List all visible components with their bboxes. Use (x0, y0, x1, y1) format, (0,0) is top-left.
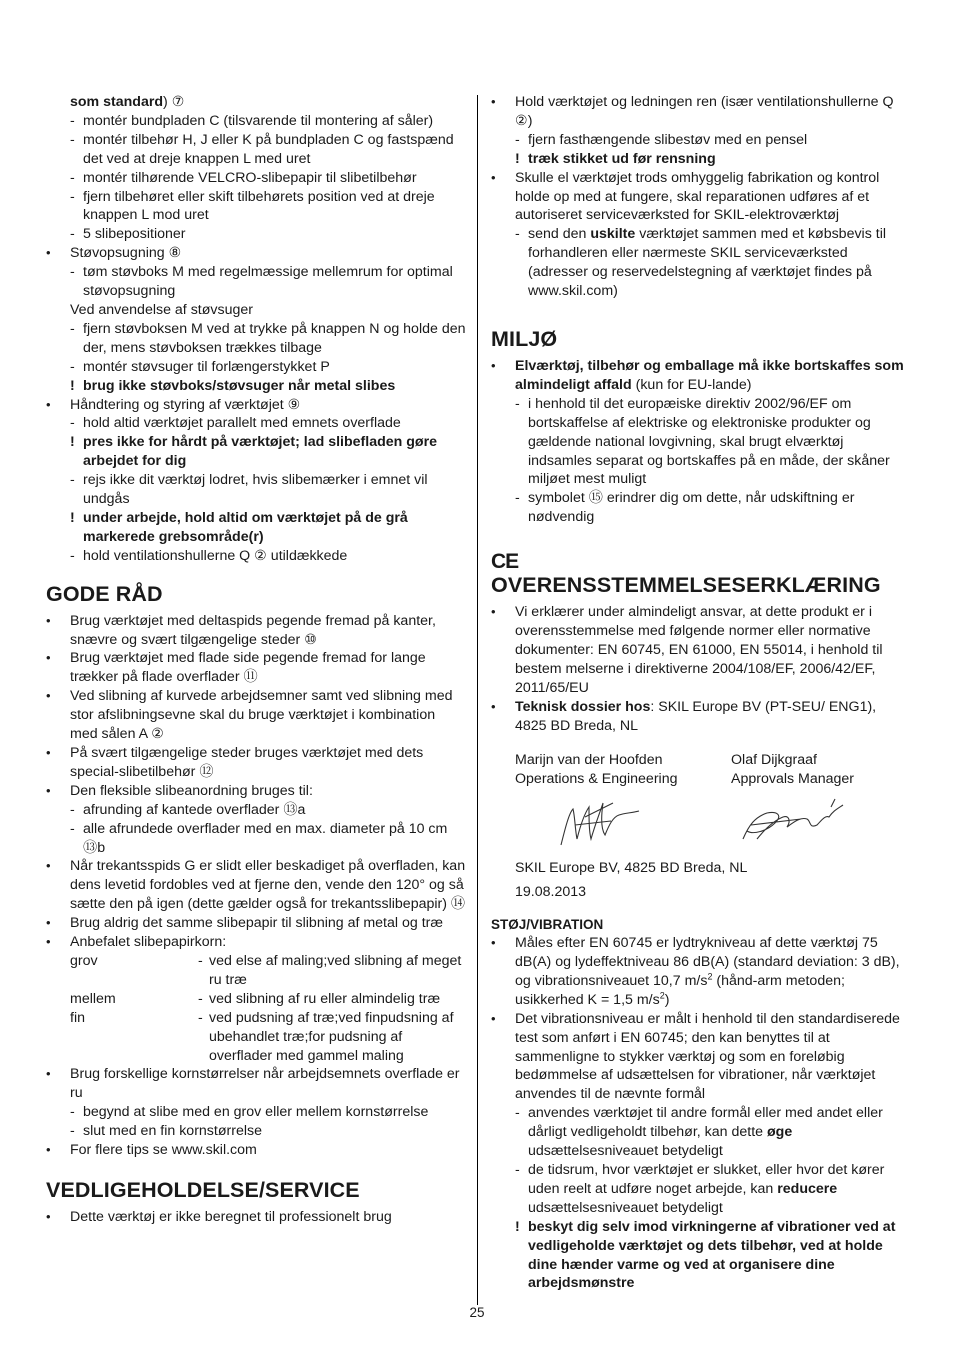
list-item: • Skulle el værktøjet trods omhyggelig fabrikation og kontrol holde op med at fungere, skal reparationen udføres af et autoriseret serviceværksted for SKIL-elektroværktøj (491, 169, 880, 224)
list-item: - slut med en fin kornstørrelse (70, 1123, 262, 1140)
list-item: • Den fleksible slibeanordning bruges til: (46, 782, 313, 799)
list-item: • Vi erklærer under almindeligt ansvar, at dette produkt er i overensstemmelse med følgende normer eller normative dokumenter: EN 60745, EN 61000, EN 55014, i henhold til bestem melserne i direktiverne 2004/108/EF, 2006/42/EF, 2011/65/EU (491, 604, 883, 696)
vedligeholdelse-heading: VEDLIGEHOLDELSE/SERVICE (46, 1177, 360, 1202)
warning-item: ! brug ikke støvboks/støvsuger når metal slibes (70, 377, 396, 394)
grain-row: fin - ved pudsning af træ;ved finpudsning af ubehandlet træ;for pudsning af overflader med gammel maling (70, 1009, 454, 1064)
signature-1-icon (515, 795, 731, 851)
declaration-date: 19.08.2013 (515, 884, 587, 901)
list-item: - send den uskilte værktøjet sammen med et købsbevis til forhandleren eller nærmeste SKIL serviceværksted (adresser og reservedelstegning af værktøjet findes på www.skil.com) (515, 226, 886, 300)
signatories (491, 751, 911, 789)
list-item: - montér støvsuger til forlængerstykket P (70, 358, 330, 375)
list-item: - hold ventilationshullerne Q ② utildækkede (70, 547, 348, 564)
signature-images (491, 795, 911, 855)
list-item: - symbolet ⑮ erindrer dig om dette, når udskiftning er nødvendig (515, 490, 855, 526)
list-item: • Når trekantsspids G er slidt eller beskadiget på overfladen, kan dens levetid fordobles ved at fjerne den, vende den 120° og så sætte den på igen (dette gælder også for trekantsslibepapir) ⑭ (46, 858, 466, 913)
signatory-title: Operations & Engineering (515, 771, 678, 788)
company-address: SKIL Europe BV, 4825 BD Breda, NL (515, 860, 748, 877)
list-item: - afrunding af kantede overflader ⑬a (70, 801, 306, 818)
list-item: - tøm støvboks M med regelmæssige mellemrum for optimal støvopsugning (70, 264, 453, 300)
ce-mark-icon: CE (491, 550, 519, 574)
column-divider (477, 95, 478, 1305)
list-item: - 5 slibepositioner (70, 226, 186, 243)
list-item: - i henhold til det europæiske direktiv 2002/96/EF om bortskaffelse af elektriske og elektroniske produkter og gældende national lovgivning, skal brugt elværktøj indsamles separat og bortskaffes på en måde, der skåner miljøet mest muligt (515, 395, 890, 488)
miljo-heading: MILJØ (491, 326, 558, 351)
list-item: - fjern støvboksen M ved at trykke på knappen N og holde den der, mens støvboksen trækkes tilbage (70, 320, 466, 356)
list-item: - fjern tilbehøret eller skift tilbehørets position ved at dreje knappen L mod uret (70, 188, 435, 224)
right-column (491, 93, 911, 1293)
warning-item: ! under arbejde, hold altid om værktøjet på de grå markerede grebsområde(r) (70, 509, 408, 545)
list-item: - fjern fasthængende slibestøv med en pensel (515, 131, 808, 148)
list-item: • Brug aldrig det samme slibepapir til slibning af metal og træ (46, 915, 443, 932)
list-item: • Måles efter EN 60745 er lydtrykniveau af dette værktøj 75 dB(A) og lydeffektniveau 86 dB(A) (standard deviation: 3 dB), og vibrationsniveauet 10,7 $m/s^2$ (hånd-arm metoden; usikkerhed K = 1,5 $m/s^2$) (491, 935, 900, 1008)
grain-row: mellem - ved slibning af ru eller almindelig træ (70, 990, 441, 1007)
list-item: - anvendes værktøjet til andre formål eller med andet eller dårligt vedligeholdt tilbehør, kan dette øge udsættelsesniveauet betydeligt (515, 1105, 883, 1160)
vacuum-intro: Ved anvendelse af støvsuger (70, 301, 253, 318)
list-item: - alle afrundede overflader med en max. diameter på 10 cm ⑬b (70, 820, 448, 856)
list-item: • På svært tilgængelige steder bruges værktøjet med dets special-slibetilbehør ⑫ (46, 745, 424, 780)
list-item: • Det vibrationsniveau er målt i henhold til den standardiserede test som anført i EN 60745; den kan benyttes til at sammenligne to stykker værktøj og som en foreløbig bedømmelse af udsættelsen for vibrationer, når værktøjet anvendes til de nævnte formål (491, 1010, 900, 1103)
list-item: • Dette værktøj er ikke beregnet til professionelt brug (46, 1208, 392, 1225)
standard-continuation: som standard) ⑦ (70, 94, 185, 110)
list-item: • Teknisk dossier hos: SKIL Europe BV (PT-SEU/ ENG1), 4825 BD Breda, NL (491, 698, 877, 734)
list-item: • Elværktøj, tilbehør og emballage må ikke bortskaffes som almindeligt affald (kun for EU-lande) (491, 357, 904, 393)
stoj-vibration-heading: STØJ/VIBRATION (491, 917, 604, 933)
list-item: - montér tilhørende VELCRO-slibepapir til slibetilbehør (70, 169, 417, 186)
list-item: • Brug forskellige kornstørrelser når arbejdsemnets overflade er ru (46, 1066, 460, 1102)
signatory-name: Marijn van der Hoofden (515, 752, 663, 769)
list-item: • Hold værktøjet og ledningen ren (især ventilationshullerne Q ②) (491, 94, 894, 129)
warning-item: ! pres ikke for hårdt på værktøjet; lad slibefladen gøre arbejdet for dig (70, 434, 437, 470)
page-number: 25 (469, 1305, 485, 1320)
signature-2-icon (731, 795, 901, 851)
list-item: - de tidsrum, hvor værktøjet er slukket, eller hvor det kører uden reelt at udføre noget arbejde, kan reducere udsættelsesniveauet betydeligt (515, 1161, 885, 1216)
gode-raad-heading: GODE RÅD (46, 581, 163, 606)
list-item: - montér tilbehør H, J eller K på bundpladen C og fastspænd det ved at dreje knappen L med uret (70, 131, 454, 167)
warning-item: ! træk stikket ud før rensning (515, 150, 716, 167)
list-item: • Anbefalet slibepapirkorn: (46, 934, 227, 951)
handling-item: • Håndtering og styring af værktøjet ⑨ (46, 396, 301, 413)
list-item: - rejs ikke dit værktøj lodret, hvis slibemærker i emnet vil undgås (70, 472, 428, 508)
dust-extraction-item: • Støvopsugning ⑧ (46, 245, 182, 262)
list-item: • For flere tips se www.skil.com (46, 1142, 257, 1159)
overensstemmelse-heading: OVERENSSTEMMELSESERKLÆRING (491, 573, 881, 598)
list-item: • Ved slibning af kurvede arbejdsemner samt ved slibning med stor afslibningsevne skal du bruge værktøjet i kombination med sålen A ② (46, 688, 453, 743)
signatory-title: Approvals Manager (731, 771, 855, 788)
list-item: - begynd at slibe med en grov eller mellem kornstørrelse (70, 1104, 429, 1121)
left-column (46, 93, 466, 1227)
list-item: • Brug værktøjet med flade side pegende fremad for lange trækker på flade overflader ⑪ (46, 650, 426, 686)
warning-item: ! beskyt dig selv imod virkningerne af vibrationer ved at vedligeholde værktøjet og dets tilbehør, ved at holde dine hænder varme og ved at organisere dine arbejdsmønstre (515, 1218, 896, 1292)
list-item: - hold altid værktøjet parallelt med emnets overflade (70, 415, 401, 432)
signatory-name: Olaf Dijkgraaf (731, 752, 817, 769)
grain-row: grov - ved else af maling;ved slibning af meget ru træ (70, 952, 462, 988)
list-item: • Brug værktøjet med deltaspids pegende fremad på kanter, snævre og svært tilgængelige steder ⑩ (46, 612, 436, 648)
list-item: - montér bundpladen C (tilsvarende til montering af såler) (70, 112, 434, 129)
